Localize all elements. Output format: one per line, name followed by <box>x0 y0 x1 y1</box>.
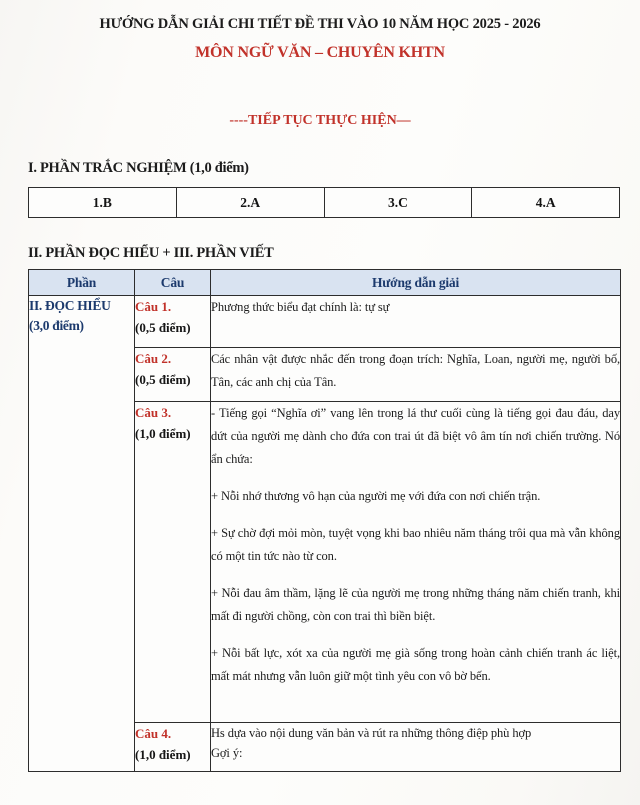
question-points: (0,5 điểm) <box>135 320 191 335</box>
table-row <box>29 296 621 348</box>
guide-paragraph: + Nỗi nhớ thương vô hạn của người mẹ với đứa con nơi chiến trận. <box>211 489 541 503</box>
solution-table <box>28 269 621 772</box>
answer-cell-1: 1.B <box>92 194 112 210</box>
question-points: (0,5 điểm) <box>135 372 191 387</box>
answer-cell-3: 3.C <box>324 188 472 217</box>
guide-paragraph: Hs dựa vào nội dung văn bản và rút ra những thông điệp phù hợp <box>211 726 532 740</box>
column-header-guide: Hướng dẫn giải <box>211 270 621 296</box>
column-header-part: Phần <box>29 270 135 296</box>
section1-heading: I. PHẦN TRẮC NGHIỆM (1,0 điểm) <box>28 160 249 176</box>
guide-paragraph: + Sự chờ đợi mỏi mòn, tuyệt vọng khi bao nhiêu năm tháng trôi qua mà vẫn không có một tin tức nào từ con. <box>211 526 620 563</box>
question-label: Câu 2. <box>135 351 172 366</box>
question-points: (1,0 điểm) <box>135 747 191 762</box>
guide-cell <box>211 348 621 402</box>
question-cell <box>135 402 211 723</box>
guide-paragraph: + Nỗi bất lực, xót xa của người mẹ già sống trong hoàn cảnh chiến tranh ác liệt, mất mát nhưng vẫn luôn giữ một tình yêu con vô bờ bến. <box>211 646 620 683</box>
guide-cell <box>211 402 621 723</box>
guide-cell <box>211 723 621 772</box>
question-cell <box>135 348 211 402</box>
guide-paragraph: Gợi ý: <box>211 746 243 760</box>
part-points: (3,0 điểm) <box>29 318 84 333</box>
question-points: (1,0 điểm) <box>135 426 191 441</box>
answer-cell-2: 2.A <box>176 188 324 217</box>
document-title: HƯỚNG DẪN GIẢI CHI TIẾT ĐỀ THI VÀO 10 NĂM HỌC 2025 - 2026 <box>99 16 541 32</box>
question-label: Câu 4. <box>135 726 172 741</box>
guide-paragraph: Các nhân vật được nhắc đến trong đoạn trích: Nghĩa, Loan, người mẹ, người bố, Tân, các anh chị của Tân. <box>211 352 620 389</box>
continue-note: ----TIẾP TỤC THỰC HIỆN— <box>229 113 411 128</box>
part-label: II. ĐỌC HIỂU <box>29 298 111 313</box>
document-subtitle: MÔN NGỮ VĂN – CHUYÊN KHTN <box>195 44 445 61</box>
question-label: Câu 1. <box>135 299 172 314</box>
part-cell <box>29 296 135 772</box>
answer-cell-4: 4.A <box>471 188 619 217</box>
multiple-choice-answer-table <box>28 187 620 218</box>
guide-cell <box>211 296 621 348</box>
column-header-question: Câu <box>135 270 211 296</box>
table-header-row <box>29 270 621 296</box>
question-cell <box>135 723 211 772</box>
guide-paragraph: - Tiếng gọi “Nghĩa ơi” vang lên trong lá thư cuối cùng là tiếng gọi đau đáu, day dứt của người mẹ dành cho đứa con trai út đã biệt vô âm tín nơi chiến trường. Nó ẩn chứa: <box>211 406 620 466</box>
guide-paragraph: Phương thức biểu đạt chính là: tự sự <box>211 300 390 314</box>
section2-heading: II. PHẦN ĐỌC HIỂU + III. PHẦN VIẾT <box>28 245 274 261</box>
question-label: Câu 3. <box>135 405 172 420</box>
guide-paragraph: + Nỗi đau âm thầm, lặng lẽ của người mẹ trong những tháng năm chiến tranh, khi mất đi người chồng, còn con trai thì biền biệt. <box>211 586 620 623</box>
question-cell <box>135 296 211 348</box>
